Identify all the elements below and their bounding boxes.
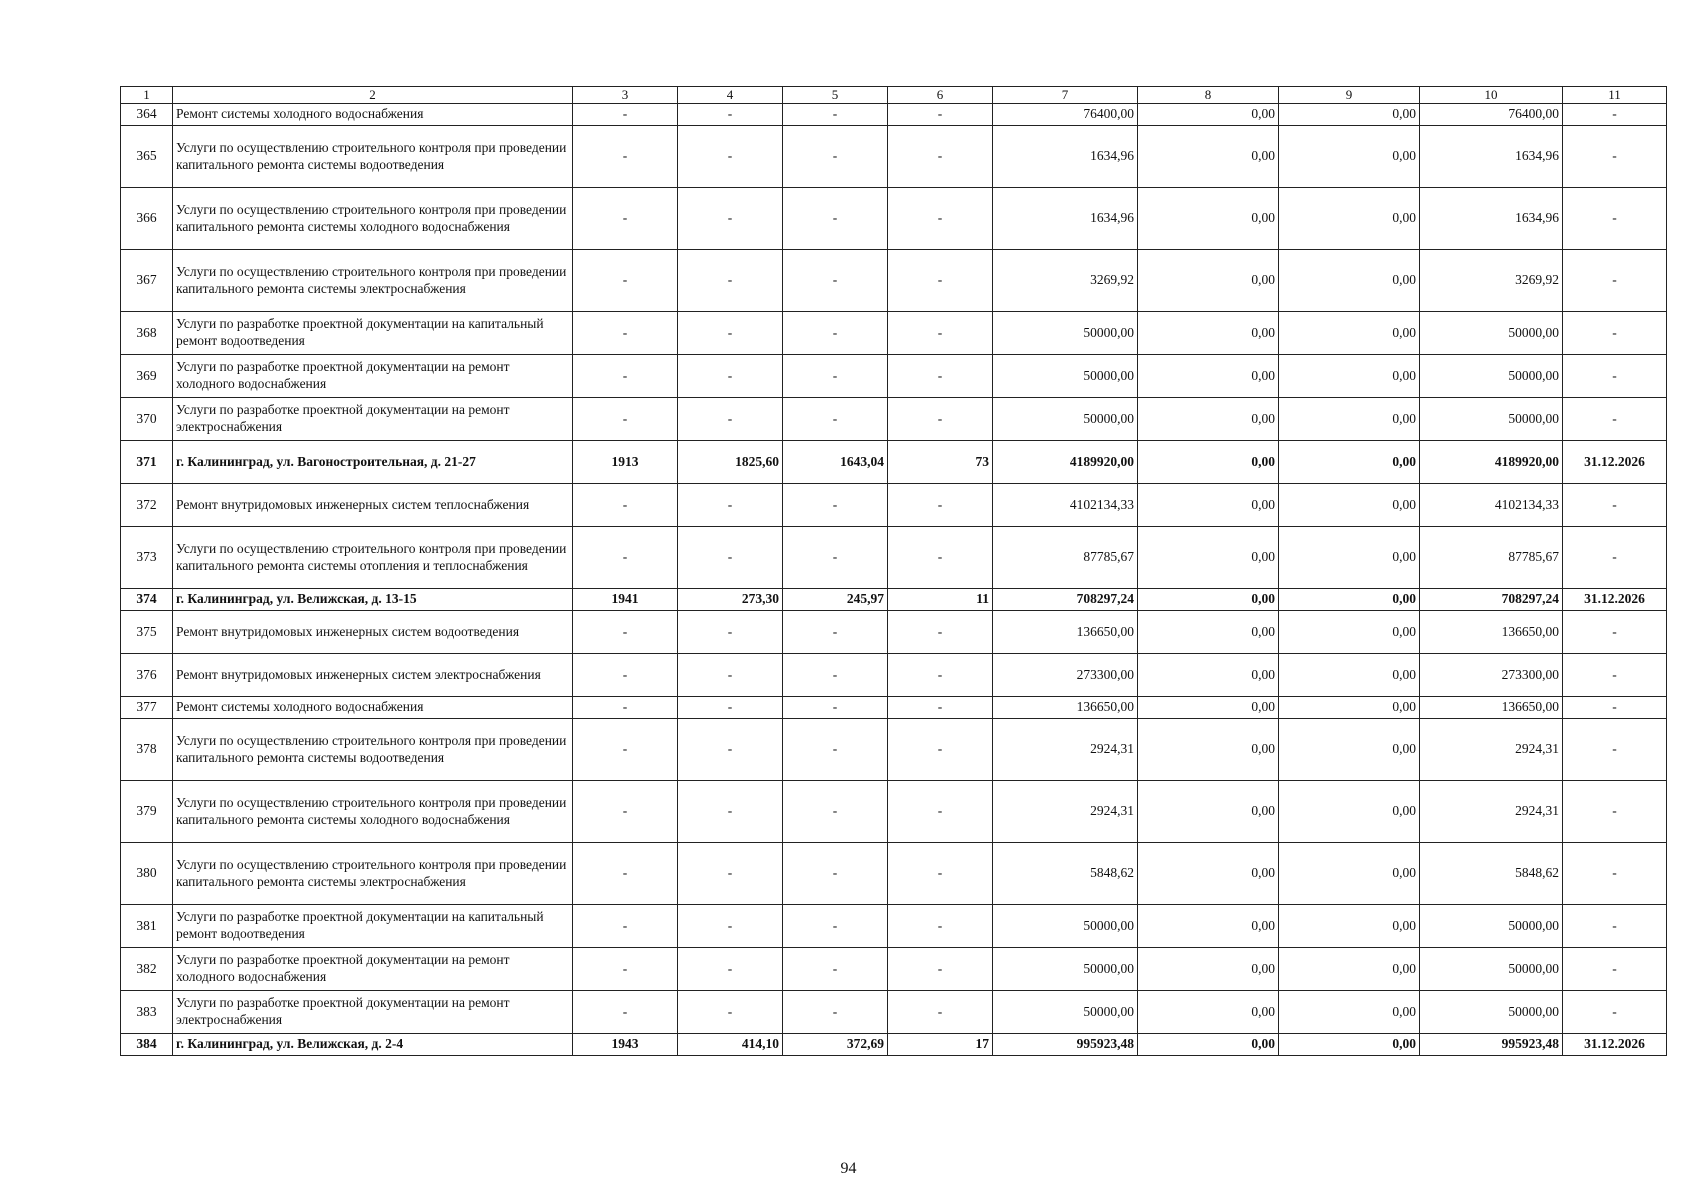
row-number: 384 [121, 1034, 173, 1056]
fund-cost: 0,00 [1138, 611, 1279, 654]
item-description: Услуги по осуществлению строительного контроля при проведении капитального ремонта системы холодного водоснабжения [173, 188, 573, 250]
item-description: Ремонт внутридомовых инженерных систем водоотведения [173, 611, 573, 654]
owner-cost: 3269,92 [1420, 250, 1563, 312]
row-number: 372 [121, 484, 173, 527]
total-area: - [678, 905, 783, 948]
owner-cost: 4189920,00 [1420, 441, 1563, 484]
row-number: 374 [121, 589, 173, 611]
budget-cost: 0,00 [1279, 441, 1420, 484]
item-description: Услуги по разработке проектной документации на капитальный ремонт водоотведения [173, 905, 573, 948]
budget-cost: 0,00 [1279, 781, 1420, 843]
column-number-1: 1 [121, 87, 173, 104]
total-area: - [678, 126, 783, 188]
completion-date: - [1563, 654, 1667, 697]
owner-cost: 50000,00 [1420, 312, 1563, 355]
fund-cost: 0,00 [1138, 104, 1279, 126]
fund-cost: 0,00 [1138, 654, 1279, 697]
living-area: - [783, 991, 888, 1034]
fund-cost: 0,00 [1138, 188, 1279, 250]
item-description: г. Калининград, ул. Вагоностроительная, д. 21-27 [173, 441, 573, 484]
fund-cost: 0,00 [1138, 250, 1279, 312]
column-number-6: 6 [888, 87, 993, 104]
total-area: - [678, 948, 783, 991]
residents: - [888, 781, 993, 843]
total-cost: 76400,00 [993, 104, 1138, 126]
total-cost: 4189920,00 [993, 441, 1138, 484]
table-row [121, 843, 1667, 905]
budget-cost: 0,00 [1279, 250, 1420, 312]
row-number: 367 [121, 250, 173, 312]
fund-cost: 0,00 [1138, 355, 1279, 398]
fund-cost: 0,00 [1138, 589, 1279, 611]
year-built: 1943 [573, 1034, 678, 1056]
completion-date: - [1563, 250, 1667, 312]
row-number: 369 [121, 355, 173, 398]
completion-date: - [1563, 719, 1667, 781]
page-number: 94 [840, 1160, 857, 1177]
table-row [121, 484, 1667, 527]
fund-cost: 0,00 [1138, 398, 1279, 441]
year-built: - [573, 843, 678, 905]
owner-cost: 708297,24 [1420, 589, 1563, 611]
total-area: - [678, 697, 783, 719]
residents: - [888, 654, 993, 697]
table-row [121, 126, 1667, 188]
residents: - [888, 948, 993, 991]
residents: - [888, 991, 993, 1034]
living-area: - [783, 654, 888, 697]
budget-cost: 0,00 [1279, 991, 1420, 1034]
owner-cost: 4102134,33 [1420, 484, 1563, 527]
year-built: - [573, 991, 678, 1034]
residents: - [888, 905, 993, 948]
budget-cost: 0,00 [1279, 697, 1420, 719]
fund-cost: 0,00 [1138, 843, 1279, 905]
residents: - [888, 104, 993, 126]
residents: - [888, 697, 993, 719]
budget-cost: 0,00 [1279, 104, 1420, 126]
budget-cost: 0,00 [1279, 484, 1420, 527]
total-area: - [678, 312, 783, 355]
total-cost: 3269,92 [993, 250, 1138, 312]
residents: - [888, 611, 993, 654]
column-number-11: 11 [1563, 87, 1667, 104]
completion-date: - [1563, 104, 1667, 126]
row-number: 376 [121, 654, 173, 697]
table-body [121, 87, 1667, 1056]
budget-cost: 0,00 [1279, 654, 1420, 697]
completion-date: - [1563, 948, 1667, 991]
total-cost: 2924,31 [993, 781, 1138, 843]
living-area: 1643,04 [783, 441, 888, 484]
total-cost: 136650,00 [993, 697, 1138, 719]
residents: - [888, 719, 993, 781]
total-cost: 708297,24 [993, 589, 1138, 611]
item-description: Услуги по разработке проектной документации на капитальный ремонт водоотведения [173, 312, 573, 355]
address-row [121, 1034, 1667, 1056]
owner-cost: 50000,00 [1420, 398, 1563, 441]
total-area: - [678, 484, 783, 527]
owner-cost: 136650,00 [1420, 697, 1563, 719]
total-area: - [678, 843, 783, 905]
total-cost: 4102134,33 [993, 484, 1138, 527]
total-cost: 5848,62 [993, 843, 1138, 905]
column-number-8: 8 [1138, 87, 1279, 104]
completion-date: - [1563, 484, 1667, 527]
budget-cost: 0,00 [1279, 905, 1420, 948]
year-built: - [573, 250, 678, 312]
total-area: - [678, 355, 783, 398]
residents: - [888, 312, 993, 355]
repair-schedule-table [120, 86, 1667, 1056]
living-area: - [783, 948, 888, 991]
living-area: - [783, 719, 888, 781]
total-cost: 1634,96 [993, 188, 1138, 250]
owner-cost: 2924,31 [1420, 781, 1563, 843]
total-area: - [678, 991, 783, 1034]
residents: - [888, 355, 993, 398]
row-number: 368 [121, 312, 173, 355]
living-area: - [783, 527, 888, 589]
year-built: - [573, 719, 678, 781]
total-area: 273,30 [678, 589, 783, 611]
item-description: г. Калининград, ул. Велижская, д. 2-4 [173, 1034, 573, 1056]
budget-cost: 0,00 [1279, 719, 1420, 781]
total-cost: 2924,31 [993, 719, 1138, 781]
total-area: - [678, 104, 783, 126]
owner-cost: 1634,96 [1420, 126, 1563, 188]
budget-cost: 0,00 [1279, 312, 1420, 355]
total-area: - [678, 188, 783, 250]
row-number: 381 [121, 905, 173, 948]
item-description: Ремонт внутридомовых инженерных систем теплоснабжения [173, 484, 573, 527]
residents: - [888, 126, 993, 188]
completion-date: - [1563, 126, 1667, 188]
total-area: - [678, 781, 783, 843]
row-number: 373 [121, 527, 173, 589]
year-built: - [573, 188, 678, 250]
fund-cost: 0,00 [1138, 312, 1279, 355]
total-cost: 50000,00 [993, 312, 1138, 355]
table-row [121, 611, 1667, 654]
owner-cost: 2924,31 [1420, 719, 1563, 781]
residents: 73 [888, 441, 993, 484]
living-area: - [783, 697, 888, 719]
column-number-4: 4 [678, 87, 783, 104]
year-built: 1913 [573, 441, 678, 484]
year-built: - [573, 398, 678, 441]
budget-cost: 0,00 [1279, 611, 1420, 654]
completion-date: - [1563, 398, 1667, 441]
item-description: Услуги по разработке проектной документации на ремонт электроснабжения [173, 398, 573, 441]
year-built: - [573, 948, 678, 991]
item-description: Услуги по осуществлению строительного контроля при проведении капитального ремонта системы электроснабжения [173, 843, 573, 905]
item-description: Услуги по осуществлению строительного контроля при проведении капитального ремонта системы отопления и теплоснабжения [173, 527, 573, 589]
completion-date: - [1563, 781, 1667, 843]
owner-cost: 76400,00 [1420, 104, 1563, 126]
year-built: - [573, 126, 678, 188]
completion-date: - [1563, 312, 1667, 355]
living-area: - [783, 611, 888, 654]
table-row [121, 312, 1667, 355]
total-cost: 50000,00 [993, 355, 1138, 398]
year-built: - [573, 697, 678, 719]
table-row [121, 719, 1667, 781]
total-cost: 1634,96 [993, 126, 1138, 188]
total-area: 414,10 [678, 1034, 783, 1056]
column-number-5: 5 [783, 87, 888, 104]
fund-cost: 0,00 [1138, 441, 1279, 484]
total-area: - [678, 719, 783, 781]
completion-date: - [1563, 697, 1667, 719]
row-number: 365 [121, 126, 173, 188]
row-number: 383 [121, 991, 173, 1034]
item-description: Ремонт системы холодного водоснабжения [173, 697, 573, 719]
owner-cost: 50000,00 [1420, 355, 1563, 398]
fund-cost: 0,00 [1138, 527, 1279, 589]
column-number-10: 10 [1420, 87, 1563, 104]
row-number: 378 [121, 719, 173, 781]
total-area: - [678, 611, 783, 654]
address-row [121, 589, 1667, 611]
item-description: Услуги по осуществлению строительного контроля при проведении капитального ремонта системы электроснабжения [173, 250, 573, 312]
living-area: 372,69 [783, 1034, 888, 1056]
owner-cost: 995923,48 [1420, 1034, 1563, 1056]
row-number: 370 [121, 398, 173, 441]
total-cost: 50000,00 [993, 948, 1138, 991]
living-area: - [783, 312, 888, 355]
item-description: Услуги по осуществлению строительного контроля при проведении капитального ремонта системы водоотведения [173, 719, 573, 781]
living-area: - [783, 398, 888, 441]
item-description: Услуги по осуществлению строительного контроля при проведении капитального ремонта системы водоотведения [173, 126, 573, 188]
residents: - [888, 188, 993, 250]
item-description: Ремонт системы холодного водоснабжения [173, 104, 573, 126]
table-row [121, 527, 1667, 589]
year-built: - [573, 355, 678, 398]
table-row [121, 355, 1667, 398]
column-number-header-row [121, 87, 1667, 104]
owner-cost: 1634,96 [1420, 188, 1563, 250]
completion-date: - [1563, 527, 1667, 589]
fund-cost: 0,00 [1138, 905, 1279, 948]
budget-cost: 0,00 [1279, 126, 1420, 188]
total-cost: 50000,00 [993, 905, 1138, 948]
owner-cost: 273300,00 [1420, 654, 1563, 697]
owner-cost: 87785,67 [1420, 527, 1563, 589]
year-built: - [573, 611, 678, 654]
completion-date: 31.12.2026 [1563, 589, 1667, 611]
budget-cost: 0,00 [1279, 589, 1420, 611]
living-area: - [783, 484, 888, 527]
column-number-7: 7 [993, 87, 1138, 104]
fund-cost: 0,00 [1138, 948, 1279, 991]
year-built: - [573, 654, 678, 697]
table-row [121, 781, 1667, 843]
residents: - [888, 843, 993, 905]
fund-cost: 0,00 [1138, 1034, 1279, 1056]
row-number: 364 [121, 104, 173, 126]
total-cost: 995923,48 [993, 1034, 1138, 1056]
total-area: - [678, 654, 783, 697]
table-row [121, 398, 1667, 441]
total-cost: 87785,67 [993, 527, 1138, 589]
fund-cost: 0,00 [1138, 781, 1279, 843]
column-number-2: 2 [173, 87, 573, 104]
residents: - [888, 484, 993, 527]
total-cost: 50000,00 [993, 398, 1138, 441]
budget-cost: 0,00 [1279, 527, 1420, 589]
completion-date: - [1563, 905, 1667, 948]
total-area: - [678, 398, 783, 441]
living-area: - [783, 188, 888, 250]
living-area: 245,97 [783, 589, 888, 611]
budget-cost: 0,00 [1279, 355, 1420, 398]
row-number: 366 [121, 188, 173, 250]
living-area: - [783, 843, 888, 905]
living-area: - [783, 355, 888, 398]
item-description: г. Калининград, ул. Велижская, д. 13-15 [173, 589, 573, 611]
table-row [121, 654, 1667, 697]
table-row [121, 104, 1667, 126]
row-number: 371 [121, 441, 173, 484]
row-number: 380 [121, 843, 173, 905]
year-built: - [573, 527, 678, 589]
table-row [121, 188, 1667, 250]
completion-date: - [1563, 991, 1667, 1034]
year-built: - [573, 312, 678, 355]
residents: 17 [888, 1034, 993, 1056]
owner-cost: 50000,00 [1420, 948, 1563, 991]
residents: - [888, 398, 993, 441]
year-built: - [573, 104, 678, 126]
item-description: Услуги по осуществлению строительного контроля при проведении капитального ремонта системы холодного водоснабжения [173, 781, 573, 843]
completion-date: - [1563, 843, 1667, 905]
year-built: - [573, 484, 678, 527]
item-description: Ремонт внутридомовых инженерных систем электроснабжения [173, 654, 573, 697]
item-description: Услуги по разработке проектной документации на ремонт холодного водоснабжения [173, 355, 573, 398]
column-number-9: 9 [1279, 87, 1420, 104]
living-area: - [783, 905, 888, 948]
row-number: 375 [121, 611, 173, 654]
table-row [121, 948, 1667, 991]
year-built: 1941 [573, 589, 678, 611]
total-cost: 136650,00 [993, 611, 1138, 654]
year-built: - [573, 905, 678, 948]
row-number: 379 [121, 781, 173, 843]
owner-cost: 50000,00 [1420, 905, 1563, 948]
living-area: - [783, 250, 888, 312]
table-row [121, 697, 1667, 719]
owner-cost: 136650,00 [1420, 611, 1563, 654]
budget-cost: 0,00 [1279, 1034, 1420, 1056]
total-cost: 50000,00 [993, 991, 1138, 1034]
completion-date: - [1563, 188, 1667, 250]
budget-cost: 0,00 [1279, 843, 1420, 905]
budget-cost: 0,00 [1279, 188, 1420, 250]
item-description: Услуги по разработке проектной документации на ремонт электроснабжения [173, 991, 573, 1034]
completion-date: 31.12.2026 [1563, 1034, 1667, 1056]
year-built: - [573, 781, 678, 843]
fund-cost: 0,00 [1138, 991, 1279, 1034]
table-row [121, 991, 1667, 1034]
table-row [121, 905, 1667, 948]
fund-cost: 0,00 [1138, 697, 1279, 719]
column-number-3: 3 [573, 87, 678, 104]
row-number: 382 [121, 948, 173, 991]
fund-cost: 0,00 [1138, 484, 1279, 527]
residents: 11 [888, 589, 993, 611]
fund-cost: 0,00 [1138, 719, 1279, 781]
living-area: - [783, 781, 888, 843]
living-area: - [783, 126, 888, 188]
completion-date: - [1563, 355, 1667, 398]
item-description: Услуги по разработке проектной документации на ремонт холодного водоснабжения [173, 948, 573, 991]
budget-cost: 0,00 [1279, 398, 1420, 441]
total-area: - [678, 527, 783, 589]
fund-cost: 0,00 [1138, 126, 1279, 188]
table-row [121, 250, 1667, 312]
address-row [121, 441, 1667, 484]
living-area: - [783, 104, 888, 126]
owner-cost: 50000,00 [1420, 991, 1563, 1034]
budget-cost: 0,00 [1279, 948, 1420, 991]
total-area: 1825,60 [678, 441, 783, 484]
row-number: 377 [121, 697, 173, 719]
residents: - [888, 250, 993, 312]
completion-date: - [1563, 611, 1667, 654]
residents: - [888, 527, 993, 589]
owner-cost: 5848,62 [1420, 843, 1563, 905]
total-area: - [678, 250, 783, 312]
completion-date: 31.12.2026 [1563, 441, 1667, 484]
total-cost: 273300,00 [993, 654, 1138, 697]
